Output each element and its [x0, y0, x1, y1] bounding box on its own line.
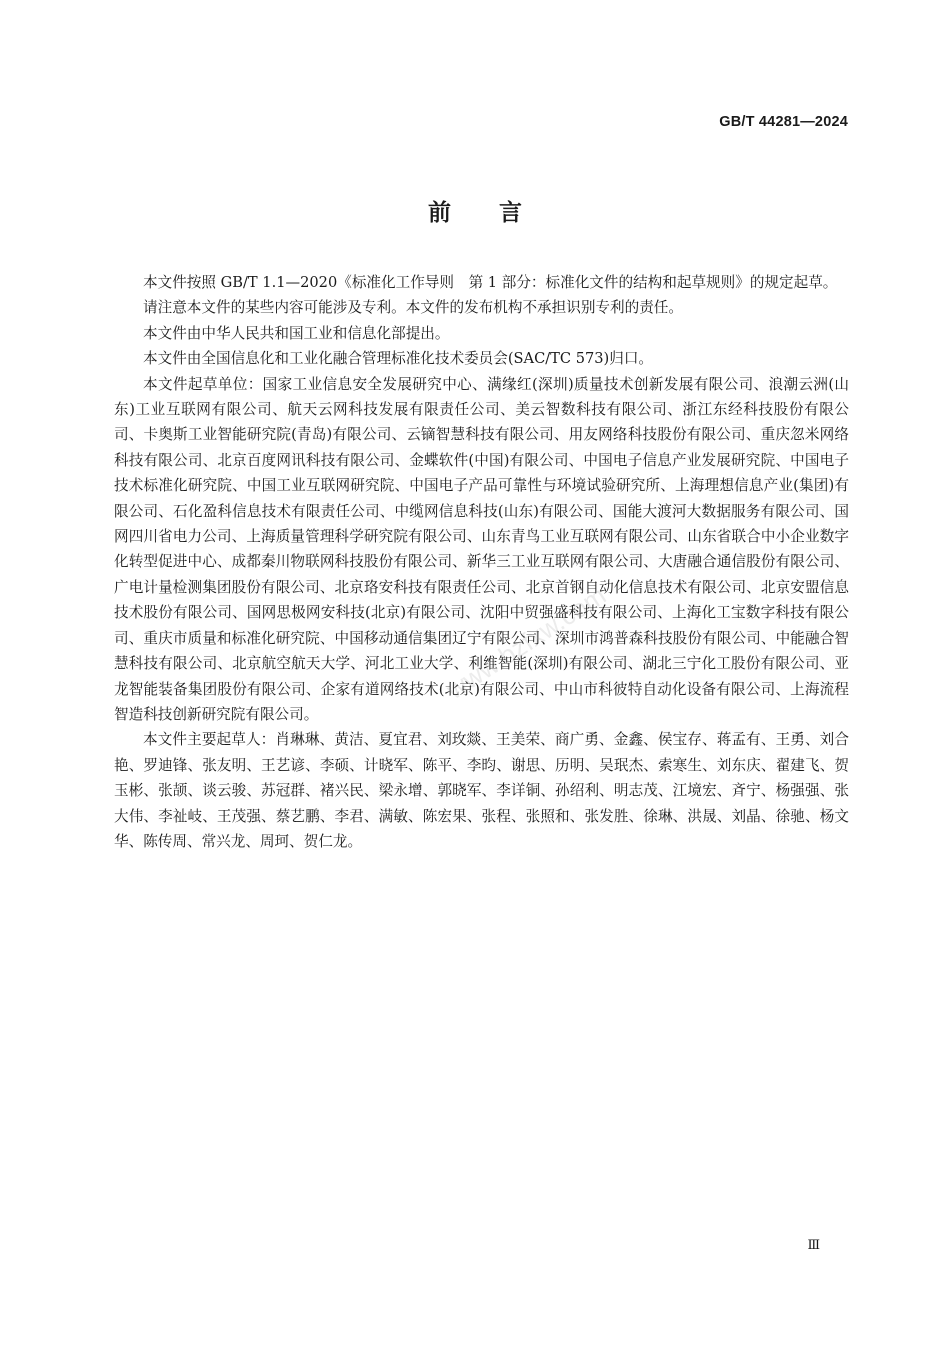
paragraph-proposer: 本文件由中华人民共和国工业和信息化部提出。 — [143, 324, 450, 342]
standard-number: GB/T 44281—2024 — [719, 114, 848, 130]
paragraph-drafting-units: 本文件起草单位：国家工业信息安全发展研究中心、满缘红(深圳)质量技术创新发展有限公司、浪潮云洲(山东)工业互联网有限公司、航天云网科技发展有限责任公司、美云智数科技有限公司、浙江东经科技股份有限公司、卡奥斯工业智能研究院(青岛)有限公司、云镝智慧科技有限公司、用友网络科技股份有限公司、重庆忽米网络科技有限公司、北京百度网讯科技有限公司、金蝶软件(中国)有限公司、中国电子信息产业发展研究院、中国电子技术标准化研究院、中国工业互联网研究院、中国电子产品可靠性与环境试验研究所、上海理想信息产业(集团)有限公司、石化盈科信息技术有限责任公司、中缆网信息科技(山东)有限公司、国能大渡河大数据服务有限公司、国网四川省电力公司、上海质量管理科学研究院有限公司、山东青鸟工业互联网有限公司、山东省联合中小企业数字化转型促进中心、成都秦川物联网科技股份有限公司、新华三工业互联网有限公司、大唐融合通信股份有限公司、广电计量检测集团股份有限公司、北京珞安科技有限责任公司、北京首钢自动化信息技术有限公司、北京安盟信息技术股份有限公司、国网思极网安科技(北京)有限公司、沈阳中贸强盛科技有限公司、上海化工宝数字科技有限公司、重庆市质量和标准化研究院、中国移动通信集团辽宁有限公司、深圳市鸿普森科技股份有限公司、中能融合智慧科技有限公司、北京航空航天大学、河北工业大学、利维智能(深圳)有限公司、湖北三宁化工股份有限公司、亚龙智能装备集团股份有限公司、企家有道网络技术(北京)有限公司、中山市科彼特自动化设备有限公司、上海流程智造科技创新研究院有限公司。 — [114, 375, 849, 723]
page-number: Ⅲ — [807, 1238, 820, 1253]
watermark: www.bzfxw.com — [440, 579, 612, 706]
paragraph-drafters: 本文件主要起草人：肖琳琳、黄洁、夏宜君、刘玫燚、王美荣、商广勇、金鑫、侯宝存、蒋孟有、王勇、刘合艳、罗迪锋、张友明、王艺谚、李硕、计晓军、陈平、李昀、谢思、历明、吴珉杰、索寒生、刘东庆、翟建飞、贺玉彬、张颉、谈云骏、苏冠群、褚兴民、梁永增、郭晓军、李详铜、孙绍利、明志茂、江境宏、斉宁、杨强强、张大伟、李祉岐、王茂强、蔡艺鹏、李君、满敏、陈宏果、张程、张照和、张发胜、徐琳、洪晟、刘晶、徐驰、杨文华、陈传周、常兴龙、周珂、贺仁龙。 — [114, 731, 849, 850]
paragraph-committee: 本文件由全国信息化和工业化融合管理标准化技术委员会(SAC/TC 573)归口。 — [143, 350, 654, 368]
paragraph-patent-notice: 请注意本文件的某些内容可能涉及专利。本文件的发布机构不承担识别专利的责任。 — [143, 299, 683, 317]
page-title: 前言 — [428, 200, 570, 226]
document-body — [114, 270, 849, 854]
paragraph-drafting-rules: 本文件按照 GB/T 1.1—2020《标准化工作导则 第 1 部分：标准化文件的结构和起草规则》的规定起草。 — [143, 274, 838, 291]
